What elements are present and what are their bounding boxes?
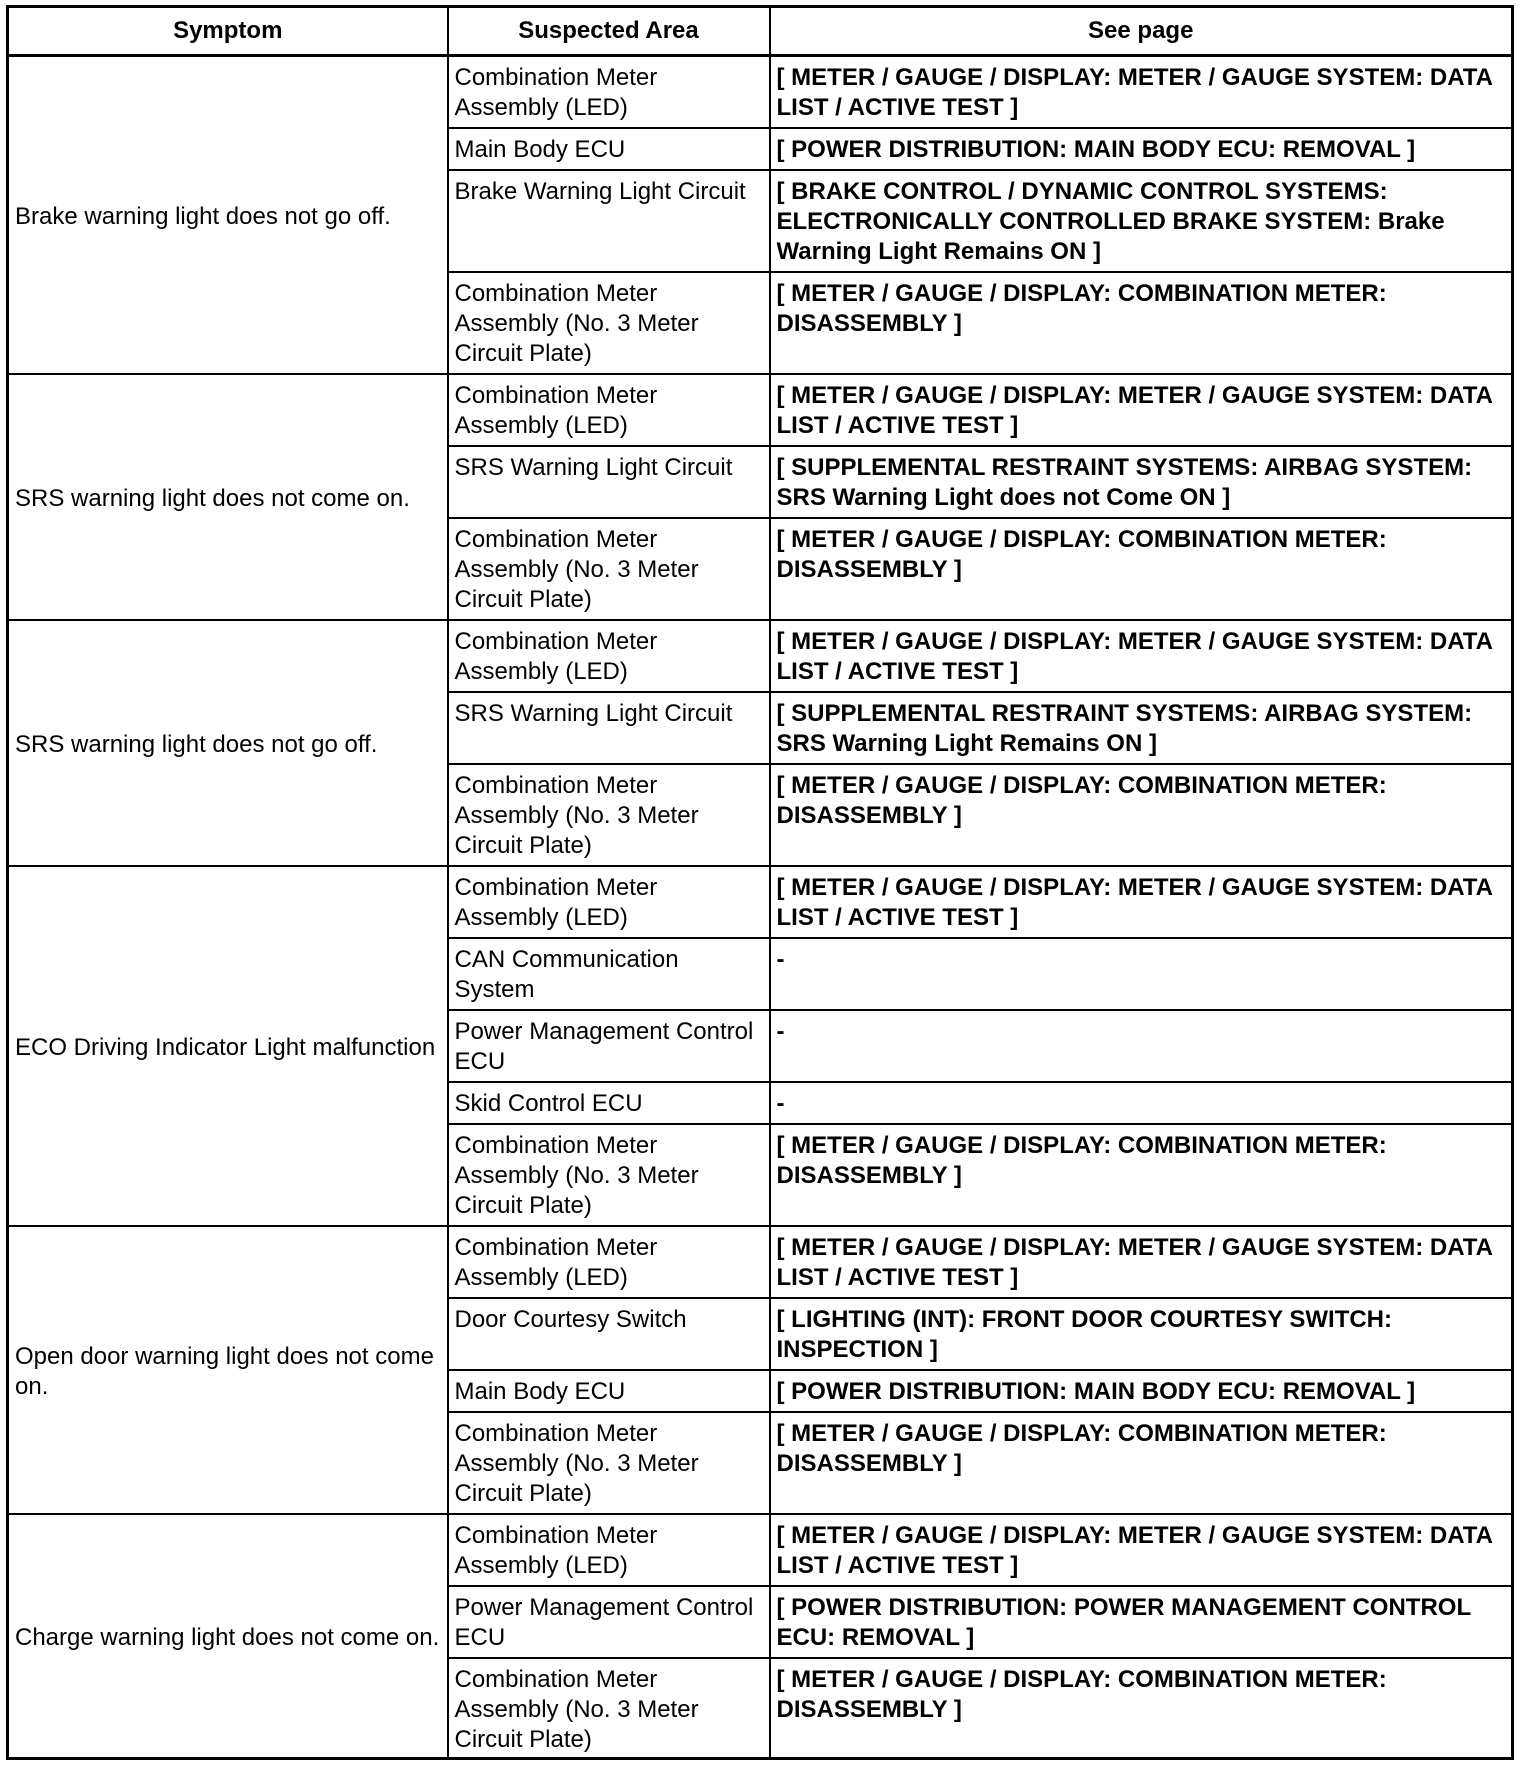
suspected-area-cell: Combination Meter Assembly (No. 3 Meter Circuit Plate) bbox=[448, 1412, 770, 1514]
suspected-area-cell: Power Management Control ECU bbox=[448, 1010, 770, 1082]
suspected-area-cell: Combination Meter Assembly (LED) bbox=[448, 1514, 770, 1586]
suspected-area-cell: Combination Meter Assembly (No. 3 Meter Circuit Plate) bbox=[448, 272, 770, 374]
symptom-cell: SRS warning light does not come on. bbox=[8, 374, 448, 620]
suspected-area-cell: Combination Meter Assembly (LED) bbox=[448, 56, 770, 128]
table-row bbox=[8, 1226, 1513, 1298]
document-page bbox=[6, 5, 1511, 1760]
see-page-cell: [ SUPPLEMENTAL RESTRAINT SYSTEMS: AIRBAG SYSTEM: SRS Warning Light does not Come ON ] bbox=[770, 446, 1513, 518]
suspected-area-cell: Combination Meter Assembly (No. 3 Meter Circuit Plate) bbox=[448, 518, 770, 620]
see-page-cell: - bbox=[770, 1082, 1513, 1124]
suspected-area-cell: Brake Warning Light Circuit bbox=[448, 170, 770, 272]
symptom-cell: Brake warning light does not go off. bbox=[8, 56, 448, 374]
see-page-cell: - bbox=[770, 1010, 1513, 1082]
suspected-area-cell: Main Body ECU bbox=[448, 128, 770, 170]
see-page-cell: [ METER / GAUGE / DISPLAY: COMBINATION METER: DISASSEMBLY ] bbox=[770, 272, 1513, 374]
see-page-cell: [ METER / GAUGE / DISPLAY: METER / GAUGE SYSTEM: DATA LIST / ACTIVE TEST ] bbox=[770, 1514, 1513, 1586]
see-page-cell: [ METER / GAUGE / DISPLAY: COMBINATION METER: DISASSEMBLY ] bbox=[770, 1658, 1513, 1759]
suspected-area-cell: Combination Meter Assembly (No. 3 Meter Circuit Plate) bbox=[448, 1124, 770, 1226]
suspected-area-cell: Combination Meter Assembly (LED) bbox=[448, 1226, 770, 1298]
see-page-cell: [ SUPPLEMENTAL RESTRAINT SYSTEMS: AIRBAG SYSTEM: SRS Warning Light Remains ON ] bbox=[770, 692, 1513, 764]
see-page-cell: [ LIGHTING (INT): FRONT DOOR COURTESY SWITCH: INSPECTION ] bbox=[770, 1298, 1513, 1370]
suspected-area-cell: Combination Meter Assembly (No. 3 Meter Circuit Plate) bbox=[448, 1658, 770, 1759]
suspected-area-cell: Skid Control ECU bbox=[448, 1082, 770, 1124]
suspected-area-cell: CAN Communication System bbox=[448, 938, 770, 1010]
see-page-cell: [ METER / GAUGE / DISPLAY: COMBINATION METER: DISASSEMBLY ] bbox=[770, 518, 1513, 620]
symptom-cell: Open door warning light does not come on. bbox=[8, 1226, 448, 1514]
see-page-cell: [ POWER DISTRIBUTION: POWER MANAGEMENT CONTROL ECU: REMOVAL ] bbox=[770, 1586, 1513, 1658]
suspected-area-cell: Combination Meter Assembly (LED) bbox=[448, 866, 770, 938]
see-page-cell: [ METER / GAUGE / DISPLAY: METER / GAUGE SYSTEM: DATA LIST / ACTIVE TEST ] bbox=[770, 56, 1513, 128]
see-page-cell: [ METER / GAUGE / DISPLAY: METER / GAUGE SYSTEM: DATA LIST / ACTIVE TEST ] bbox=[770, 620, 1513, 692]
see-page-cell: [ METER / GAUGE / DISPLAY: COMBINATION METER: DISASSEMBLY ] bbox=[770, 1412, 1513, 1514]
see-page-cell: - bbox=[770, 938, 1513, 1010]
header-see-page: See page bbox=[770, 7, 1513, 56]
see-page-cell: [ METER / GAUGE / DISPLAY: COMBINATION METER: DISASSEMBLY ] bbox=[770, 1124, 1513, 1226]
see-page-cell: [ METER / GAUGE / DISPLAY: COMBINATION METER: DISASSEMBLY ] bbox=[770, 764, 1513, 866]
suspected-area-cell: Combination Meter Assembly (LED) bbox=[448, 374, 770, 446]
suspected-area-cell: SRS Warning Light Circuit bbox=[448, 692, 770, 764]
header-symptom: Symptom bbox=[8, 7, 448, 56]
header-row bbox=[8, 7, 1513, 56]
see-page-cell: [ METER / GAUGE / DISPLAY: METER / GAUGE SYSTEM: DATA LIST / ACTIVE TEST ] bbox=[770, 866, 1513, 938]
table-row bbox=[8, 866, 1513, 938]
symptom-table bbox=[6, 5, 1514, 1760]
suspected-area-cell: Combination Meter Assembly (No. 3 Meter Circuit Plate) bbox=[448, 764, 770, 866]
table-row bbox=[8, 56, 1513, 128]
suspected-area-cell: Main Body ECU bbox=[448, 1370, 770, 1412]
suspected-area-cell: Combination Meter Assembly (LED) bbox=[448, 620, 770, 692]
header-suspected-area: Suspected Area bbox=[448, 7, 770, 56]
table-row bbox=[8, 620, 1513, 692]
suspected-area-cell: Power Management Control ECU bbox=[448, 1586, 770, 1658]
see-page-cell: [ POWER DISTRIBUTION: MAIN BODY ECU: REMOVAL ] bbox=[770, 1370, 1513, 1412]
table-row bbox=[8, 374, 1513, 446]
suspected-area-cell: Door Courtesy Switch bbox=[448, 1298, 770, 1370]
suspected-area-cell: SRS Warning Light Circuit bbox=[448, 446, 770, 518]
symptom-cell: SRS warning light does not go off. bbox=[8, 620, 448, 866]
table-row bbox=[8, 1514, 1513, 1586]
symptom-cell: ECO Driving Indicator Light malfunction bbox=[8, 866, 448, 1226]
see-page-cell: [ METER / GAUGE / DISPLAY: METER / GAUGE SYSTEM: DATA LIST / ACTIVE TEST ] bbox=[770, 1226, 1513, 1298]
see-page-cell: [ POWER DISTRIBUTION: MAIN BODY ECU: REMOVAL ] bbox=[770, 128, 1513, 170]
see-page-cell: [ BRAKE CONTROL / DYNAMIC CONTROL SYSTEMS: ELECTRONICALLY CONTROLLED BRAKE SYSTEM: Brake Warning Light Remains ON ] bbox=[770, 170, 1513, 272]
see-page-cell: [ METER / GAUGE / DISPLAY: METER / GAUGE SYSTEM: DATA LIST / ACTIVE TEST ] bbox=[770, 374, 1513, 446]
symptom-cell: Charge warning light does not come on. bbox=[8, 1514, 448, 1759]
